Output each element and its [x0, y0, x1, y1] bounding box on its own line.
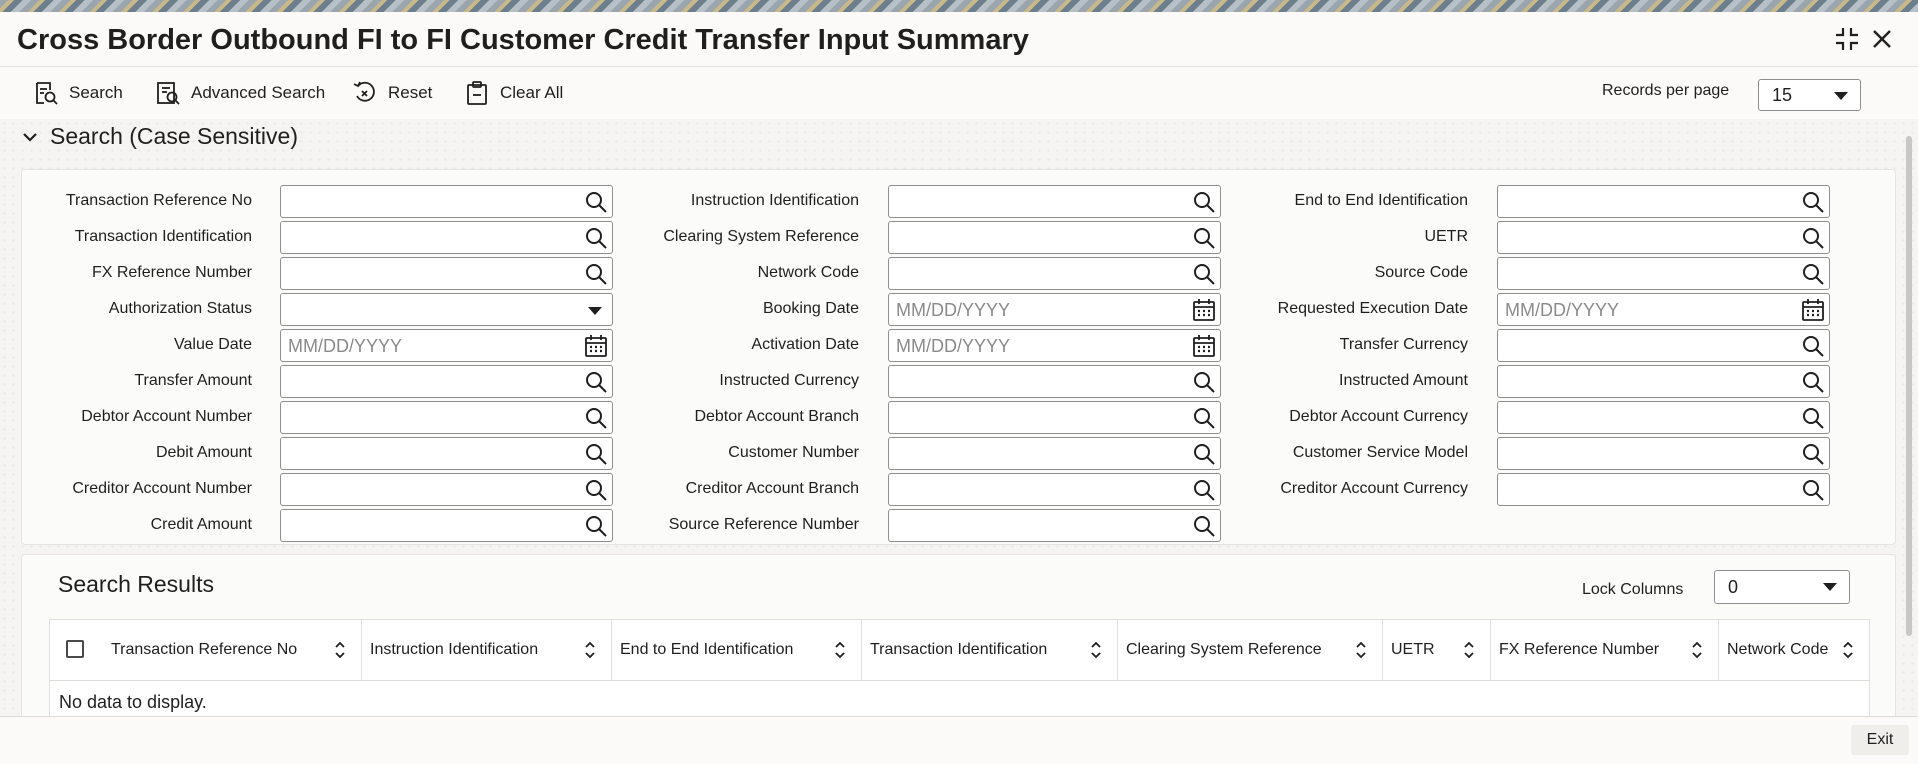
- search-results-panel: [21, 554, 1896, 726]
- transaction-reference-no-label: Transaction Reference No: [65, 192, 252, 209]
- clearing-system-reference-field[interactable]: [888, 221, 1221, 254]
- vertical-scrollbar[interactable]: [1904, 136, 1914, 656]
- credit-amount-input[interactable]: [281, 510, 570, 543]
- instructed-amount-input[interactable]: [1498, 366, 1787, 399]
- search-icon[interactable]: [1192, 370, 1216, 394]
- creditor-account-branch-label: Creditor Account Branch: [685, 480, 859, 497]
- value-date-label: Value Date: [174, 336, 252, 353]
- search-icon[interactable]: [584, 370, 608, 394]
- chevron-down-icon: [1823, 583, 1837, 591]
- collapse-icon: [1834, 26, 1860, 52]
- search-icon[interactable]: [584, 190, 608, 214]
- column-header-label: Instruction Identification: [370, 641, 539, 658]
- reset-icon: [352, 80, 378, 106]
- source-code-field[interactable]: [1497, 257, 1830, 290]
- source-code-input[interactable]: [1498, 258, 1787, 291]
- search-icon[interactable]: [1192, 514, 1216, 538]
- activation-date-label: Activation Date: [751, 336, 859, 353]
- search-criteria-panel: [21, 169, 1896, 545]
- debtor-account-currency-field[interactable]: [1497, 401, 1830, 434]
- fx-reference-number-label: FX Reference Number: [91, 264, 252, 281]
- instructed-amount-label: Instructed Amount: [1339, 372, 1468, 389]
- table-header: [50, 620, 1869, 681]
- advanced-search-icon: [155, 80, 181, 106]
- calendar-icon[interactable]: [584, 334, 608, 358]
- page-title: Cross Border Outbound FI to FI Customer Credit Transfer Input Summary: [17, 24, 1029, 56]
- instructed-currency-field[interactable]: [888, 365, 1221, 398]
- instruction-identification-input[interactable]: [889, 186, 1178, 219]
- booking-date-field[interactable]: [888, 293, 1221, 326]
- search-icon[interactable]: [1801, 190, 1825, 214]
- fx-reference-number-field[interactable]: [280, 257, 613, 290]
- instruction-identification-label: Instruction Identification: [690, 192, 859, 209]
- uetr-field[interactable]: [1497, 221, 1830, 254]
- search-button-label: Search: [69, 83, 123, 102]
- column-header-label: Transaction Identification: [870, 641, 1048, 658]
- instructed-amount-field[interactable]: [1497, 365, 1830, 398]
- debtor-account-number-label: Debtor Account Number: [81, 408, 252, 425]
- chevron-down-icon[interactable]: [588, 307, 602, 315]
- value-date-input[interactable]: [281, 330, 570, 363]
- search-icon[interactable]: [1801, 442, 1825, 466]
- credit-amount-field[interactable]: [280, 509, 613, 542]
- creditor-account-currency-input[interactable]: [1498, 474, 1787, 507]
- lock-columns-label: Lock Columns: [1582, 581, 1684, 598]
- search-icon[interactable]: [1801, 406, 1825, 430]
- source-reference-number-label: Source Reference Number: [668, 516, 859, 533]
- search-icon[interactable]: [584, 406, 608, 430]
- creditor-account-number-input[interactable]: [281, 474, 570, 507]
- minimize-window-button[interactable]: [1834, 26, 1860, 52]
- source-reference-number-input[interactable]: [889, 510, 1178, 543]
- creditor-account-currency-label: Creditor Account Currency: [1280, 480, 1468, 497]
- creditor-account-number-label: Creditor Account Number: [72, 480, 252, 497]
- column-header-label: Transaction Reference No: [111, 641, 298, 658]
- debtor-account-currency-input[interactable]: [1498, 402, 1787, 435]
- end-to-end-identification-label: End to End Identification: [1294, 192, 1468, 209]
- transfer-amount-input[interactable]: [281, 366, 570, 399]
- column-header-uetr[interactable]: [1382, 620, 1490, 680]
- records-per-page-select[interactable]: [1758, 79, 1861, 111]
- search-icon[interactable]: [1192, 442, 1216, 466]
- search-icon[interactable]: [1801, 334, 1825, 358]
- search-icon[interactable]: [584, 478, 608, 502]
- debtor-account-number-field[interactable]: [280, 401, 613, 434]
- search-document-icon: [33, 80, 59, 106]
- clearing-system-reference-input[interactable]: [889, 222, 1178, 255]
- clear-all-button-label: Clear All: [500, 83, 564, 102]
- creditor-account-currency-field[interactable]: [1497, 473, 1830, 506]
- search-section-title: Search (Case Sensitive): [50, 123, 298, 149]
- search-icon[interactable]: [584, 226, 608, 250]
- creditor-account-branch-field[interactable]: [888, 473, 1221, 506]
- creditor-account-branch-input[interactable]: [889, 474, 1178, 507]
- search-icon[interactable]: [1192, 262, 1216, 286]
- results-table: [49, 619, 1870, 731]
- chevron-down-icon: [1834, 92, 1848, 100]
- close-icon: [1869, 26, 1895, 52]
- instruction-identification-field[interactable]: [888, 185, 1221, 218]
- network-code-field[interactable]: [888, 257, 1221, 290]
- credit-amount-label: Credit Amount: [150, 516, 252, 533]
- instructed-currency-label: Instructed Currency: [719, 372, 859, 389]
- search-section-toggle[interactable]: [22, 123, 298, 150]
- reset-button-label: Reset: [388, 83, 433, 102]
- transfer-currency-input[interactable]: [1498, 330, 1787, 363]
- column-header-label: Network Code: [1727, 641, 1829, 658]
- column-header-label: FX Reference Number: [1499, 641, 1660, 658]
- clearing-system-reference-label: Clearing System Reference: [663, 228, 859, 245]
- end-to-end-identification-field[interactable]: [1497, 185, 1830, 218]
- records-per-page-value: 15: [1772, 84, 1793, 105]
- search-icon[interactable]: [1801, 478, 1825, 502]
- transfer-amount-field[interactable]: [280, 365, 613, 398]
- clipboard-clear-icon: [464, 80, 490, 106]
- sort-icon[interactable]: [1841, 641, 1855, 659]
- column-header-clearing-system-reference[interactable]: [1117, 620, 1382, 680]
- exit-button[interactable]: Exit: [1851, 725, 1909, 755]
- authorization-status-select[interactable]: [280, 293, 613, 326]
- requested-execution-date-field[interactable]: [1497, 293, 1830, 326]
- transfer-amount-label: Transfer Amount: [134, 372, 252, 389]
- debtor-account-branch-input[interactable]: [889, 402, 1178, 435]
- debtor-account-branch-field[interactable]: [888, 401, 1221, 434]
- search-icon[interactable]: [1801, 226, 1825, 250]
- transfer-currency-field[interactable]: [1497, 329, 1830, 362]
- search-icon[interactable]: [1801, 370, 1825, 394]
- search-icon[interactable]: [584, 514, 608, 538]
- sort-icon[interactable]: [1690, 641, 1704, 659]
- debtor-account-number-input[interactable]: [281, 402, 570, 435]
- lock-columns-select[interactable]: [1714, 570, 1850, 604]
- column-header-label: UETR: [1391, 641, 1435, 658]
- decorative-banner: [0, 0, 1918, 12]
- customer-service-model-field[interactable]: [1497, 437, 1830, 470]
- chevron-down-icon: [22, 129, 38, 145]
- reset-button[interactable]: [352, 79, 432, 107]
- records-per-page-label: Records per page: [1602, 82, 1730, 99]
- search-icon[interactable]: [584, 262, 608, 286]
- lock-columns-value: 0: [1728, 576, 1739, 597]
- column-header-network-code[interactable]: [1718, 620, 1869, 680]
- debtor-account-currency-label: Debtor Account Currency: [1289, 408, 1468, 425]
- network-code-input[interactable]: [889, 258, 1178, 291]
- customer-number-label: Customer Number: [728, 444, 859, 461]
- requested-execution-date-input[interactable]: [1498, 294, 1787, 327]
- value-date-field[interactable]: [280, 329, 613, 362]
- search-icon[interactable]: [1801, 262, 1825, 286]
- customer-service-model-input[interactable]: [1498, 438, 1787, 471]
- search-icon[interactable]: [584, 442, 608, 466]
- search-icon[interactable]: [1192, 226, 1216, 250]
- creditor-account-number-field[interactable]: [280, 473, 613, 506]
- calendar-icon[interactable]: [1192, 334, 1216, 358]
- calendar-icon[interactable]: [1192, 298, 1216, 322]
- sort-icon[interactable]: [583, 641, 597, 659]
- column-header-transaction-reference-no[interactable]: [103, 620, 361, 680]
- column-header-instruction-identification[interactable]: [361, 620, 611, 680]
- sort-icon[interactable]: [1462, 641, 1476, 659]
- search-icon[interactable]: [1192, 190, 1216, 214]
- transaction-identification-field[interactable]: [280, 221, 613, 254]
- debit-amount-field[interactable]: [280, 437, 613, 470]
- advanced-search-button[interactable]: [155, 79, 325, 107]
- activation-date-input[interactable]: [889, 330, 1178, 363]
- uetr-input[interactable]: [1498, 222, 1787, 255]
- footer-bar: [0, 716, 1918, 764]
- debtor-account-branch-label: Debtor Account Branch: [694, 408, 859, 425]
- transaction-identification-label: Transaction Identification: [74, 228, 252, 245]
- uetr-label: UETR: [1424, 228, 1468, 245]
- column-header-transaction-identification[interactable]: [861, 620, 1117, 680]
- debit-amount-label: Debit Amount: [155, 444, 252, 461]
- close-window-button[interactable]: [1869, 26, 1895, 52]
- column-header-end-to-end-identification[interactable]: [611, 620, 861, 680]
- network-code-label: Network Code: [757, 264, 859, 281]
- scrollbar-thumb[interactable]: [1906, 136, 1912, 636]
- sort-icon[interactable]: [1354, 641, 1368, 659]
- column-header-label: Clearing System Reference: [1126, 641, 1322, 658]
- sort-icon[interactable]: [333, 641, 347, 659]
- title-bar: [0, 12, 1918, 67]
- requested-execution-date-label: Requested Execution Date: [1277, 300, 1468, 317]
- sort-icon[interactable]: [833, 641, 847, 659]
- end-to-end-identification-input[interactable]: [1498, 186, 1787, 219]
- select-all-checkbox[interactable]: [66, 640, 84, 658]
- instructed-currency-input[interactable]: [889, 366, 1178, 399]
- clear-all-button[interactable]: [464, 79, 563, 107]
- authorization-status-label: Authorization Status: [108, 300, 252, 317]
- transfer-currency-label: Transfer Currency: [1339, 336, 1468, 353]
- source-code-label: Source Code: [1374, 264, 1468, 281]
- transaction-identification-input[interactable]: [281, 222, 570, 255]
- source-reference-number-field[interactable]: [888, 509, 1221, 542]
- activation-date-field[interactable]: [888, 329, 1221, 362]
- customer-service-model-label: Customer Service Model: [1292, 444, 1468, 461]
- fx-reference-number-input[interactable]: [281, 258, 570, 291]
- main-content: [0, 119, 1918, 716]
- search-button[interactable]: [33, 79, 123, 107]
- transaction-reference-no-field[interactable]: [280, 185, 613, 218]
- sort-icon[interactable]: [1089, 641, 1103, 659]
- booking-date-input[interactable]: [889, 294, 1178, 327]
- search-icon[interactable]: [1192, 478, 1216, 502]
- calendar-icon[interactable]: [1801, 298, 1825, 322]
- booking-date-label: Booking Date: [762, 300, 859, 317]
- debit-amount-input[interactable]: [281, 438, 570, 471]
- search-icon[interactable]: [1192, 406, 1216, 430]
- search-results-title: Search Results: [58, 571, 214, 597]
- toolbar: [0, 67, 1918, 119]
- column-header-fx-reference-number[interactable]: [1490, 620, 1718, 680]
- customer-number-input[interactable]: [889, 438, 1178, 471]
- authorization-status-input[interactable]: [281, 294, 570, 327]
- column-header-label: End to End Identification: [620, 641, 794, 658]
- advanced-search-button-label: Advanced Search: [191, 83, 326, 102]
- transaction-reference-no-input[interactable]: [281, 186, 570, 219]
- empty-table-message: No data to display.: [59, 692, 207, 712]
- customer-number-field[interactable]: [888, 437, 1221, 470]
